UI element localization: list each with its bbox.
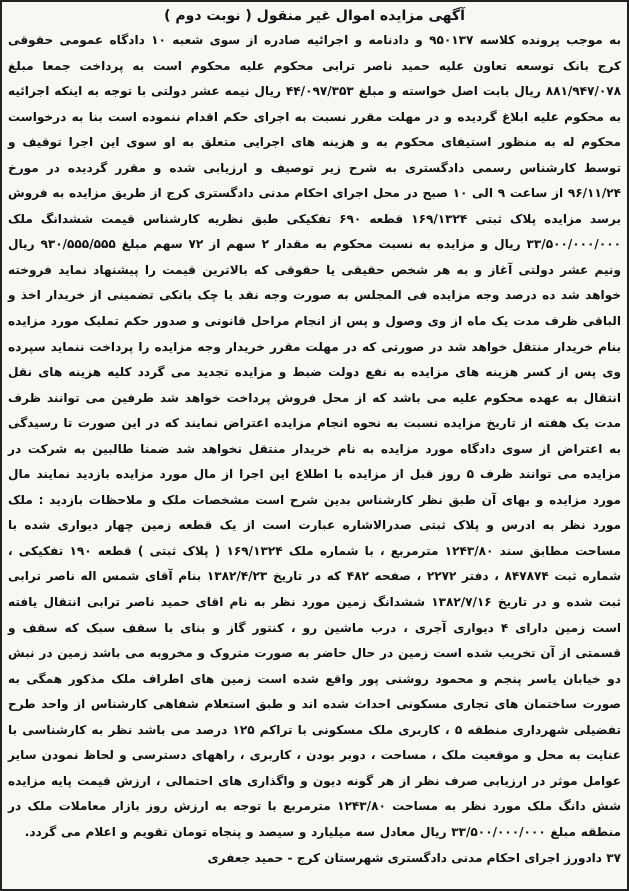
notice-body: به موجب پرونده کلاسه ۹۵۰۱۳۷ و دادنامه و اجرائیه صادره از سوی شعبه ۱۰ دادگاه عمومی حقوقی کرج بانک توسعه تعاون علیه حمید ناصر ترابی محکوم علیه محکوم است به پرداخت جمعا مبلغ ۸۸۱/۹۴۷/۰۷۸ ریال بابت اصل خواسته و مبلغ ۴۴/۰۹۷/۳۵۳ ریال نیمه عشر دولتی با توجه به اینکه اجرائیه به محکوم علیه ابلاغ گردیده و در مهلت مقرر نسبت به اجرای حکم اقدام ننموده است بنا به درخواست محکوم له به منظور استیفای محکوم به و هزینه های اجرایی متعلق به او سوی این اجرا توقیف و توسط کارشناس رسمی دادگستری به شرح زیر توصیف و ارزیابی شده و مقرر گردیده در مورخ ۹۶/۱۱/۲۴ از ساعت ۹ الی ۱۰ صبح در محل اجرای احکام مدنی دادگستری کرج از طریق مزایده به فروش برسد مزایده پلاک ثبتی ۱۶۹/۱۳۲۴ قطعه ۶۹۰ تفکیکی طبق نظریه کارشناس قیمت ششدانگ ملک ۳۳/۵۰۰/۰۰۰/۰۰۰ ریال و مزایده به نسبت محکوم به مقدار ۲ سهم از ۷۲ سهم مبلغ ۹۳۰/۵۵۵/۵۵۵ ریال ونیم عشر دولتی آغاز و به هر شخص حقیقی یا حقوقی که بالاترین قیمت را پیشنهاد نماید فروخته خواهد شد ده درصد وجه مزایده فی المجلس به صورت وجه نقد یا چک بانکی تضمینی از خریدار اخذ و الباقی ظرف مدت یک ماه از وی وصول و پس از انجام مراحل قانونی و صدور حکم تملیک مورد مزایده بنام خریدار منتقل خواهد شد در صورتی که در مهلت مقرر خریدار وجه مزایده را پرداخت ننماید سپرده وی پس از کسر هزینه های مزایده به نفع دولت ضبط و مزایده تجدید می گردد کلیه هزینه های نقل انتقال به عهده محکوم علیه می باشد که از محل فروش پرداخت خواهد شد طرفین می توانند ظرف مدت یک هفته از تاریخ مزایده نسبت به نحوه انجام مزایده اعتراض نمایند که در این صورت تا رسیدگی به اعتراض از سوی دادگاه مورد مزایده به نام خریدار منتقل نخواهد شد ضمنا طالبین به شرکت در مزایده می توانند ظرف ۵ روز قبل از مزایده با اطلاع این اجرا از مال مورد مزایده بازدید نمایند مال مورد مزایده و بهای آن طبق نظر کارشناس بدین شرح است مشخصات ملک و ملاحظات بازدید : ملک مورد نظر به ادرس و پلاک ثبتی صدرالاشاره عبارت است از یک قطعه زمین چهار دیواری شده با مساحت مطابق سند ۱۲۴۳/۸۰ مترمربع ، با شماره ملک ۱۶۹/۱۳۲۴ ( پلاک ثبتی ) قطعه ۱۹۰ تفکیکی ، شماره ثبت ۸۴۷۸۷۴ ، دفتر ۲۲۷۲ ، صفحه ۴۸۲ که در تاریخ ۱۳۸۲/۴/۲۳ بنام آقای شمس اله ناصر ترابی ثبت شده و در تاریخ ۱۳۸۲/۷/۱۶ ششدانگ زمین مورد نظر به نام اقای حمید ناصر ترابی انتقال یافته است زمین دارای ۴ دیواری آجری ، درب ماشین رو ، کنتور گاز و بنای با سقف سبک که سقف و قسمتی از آن تخریب شده است زمین در حال حاضر به صورت متروک و مخروبه می باشد زمین در نبش دو خیابان یاسر پنجم و محمود روشنی پور واقع شده است زمین های اطراف ملک مذکور همگی به صورت ساختمان های تجاری مسکونی احداث شده اند و طبق استعلام شفاهی کارشناس از واحد طرح تفضیلی شهرداری منطقه ۵ ، کاربری ملک مسکونی با تراکم ۱۲۵ درصد می باشد نظر به کارشناسی با عنایت به محل و موقعیت ملک ، مساحت ، دوبر بودن ، کاربری ، راههای دسترسی و لحاظ نمودن سایر عوامل موثر در ارزیابی صرف نظر از هر گونه دیون و واگذاری های احتمالی ، ارزش قیمت پایه مزایده شش دانگ ملک مورد نظر به مساحت ۱۲۴۳/۸۰ مترمربع با توجه به ارزش روز بازار معاملات ملک در منطقه مبلغ ۳۳/۵۰۰/۰۰۰/۰۰۰ ریال معادل سه میلیارد و سیصد و پنجاه تومان تقویم و اعلام می گردد. (8, 33, 622, 839)
notice-title: آگهی مزایده اموال غیر منقول ( نوبت دوم ) (164, 8, 465, 24)
notice-signature: ۳۷ دادورز اجرای احکام مدنی دادگستری شهرستان کرج - حمید جعفری (207, 850, 621, 865)
